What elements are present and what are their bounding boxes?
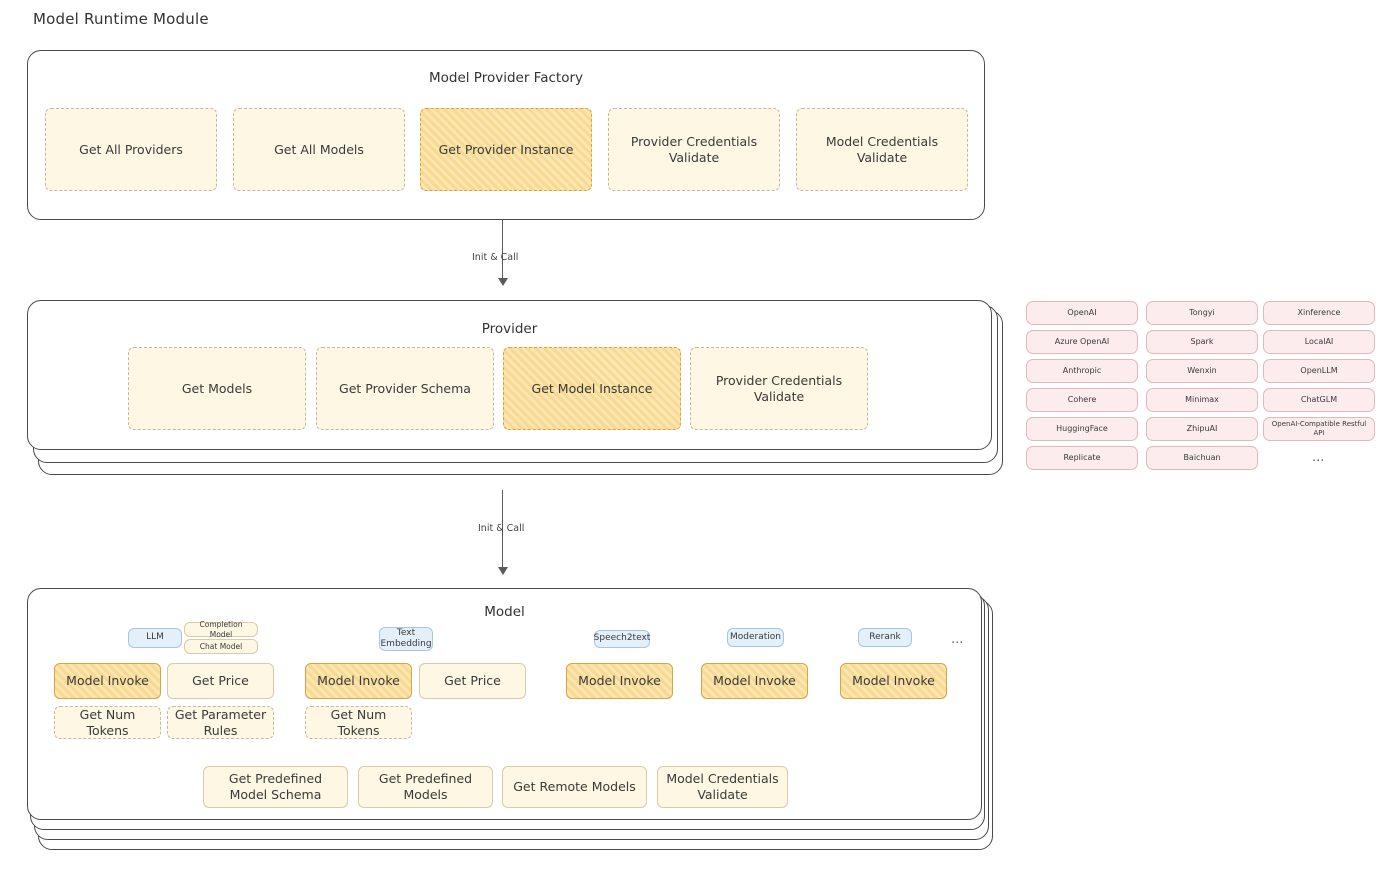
provider-chip-openai-compatible[interactable]: OpenAI-Compatible Restful API bbox=[1263, 417, 1375, 441]
model-shared-get-predefined-models[interactable]: Get Predefined Models bbox=[358, 766, 493, 808]
provider-chip-replicate[interactable]: Replicate bbox=[1026, 446, 1138, 470]
arrow-factory-to-provider-label: Init & Call bbox=[472, 252, 519, 263]
factory-node-provider-credentials-validate[interactable]: Provider Credentials Validate bbox=[608, 108, 780, 191]
model-type-rerank[interactable]: Rerank bbox=[858, 628, 912, 647]
model-method-rerank-model-invoke[interactable]: Model Invoke bbox=[840, 663, 947, 699]
factory-node-get-all-models[interactable]: Get All Models bbox=[233, 108, 405, 191]
provider-chip-wenxin[interactable]: Wenxin bbox=[1146, 359, 1258, 383]
model-type-moderation[interactable]: Moderation bbox=[727, 628, 784, 647]
model-method-embedding-get-num-tokens[interactable]: Get Num Tokens bbox=[305, 706, 412, 739]
model-shared-get-remote-models[interactable]: Get Remote Models bbox=[502, 766, 647, 808]
provider-chip-xinference[interactable]: Xinference bbox=[1263, 301, 1375, 325]
model-method-speech2text-model-invoke[interactable]: Model Invoke bbox=[566, 663, 673, 699]
arrow-factory-to-provider-head bbox=[498, 278, 508, 286]
model-method-llm-get-price[interactable]: Get Price bbox=[167, 663, 274, 699]
provider-node-get-models[interactable]: Get Models bbox=[128, 347, 306, 430]
provider-node-get-provider-schema[interactable]: Get Provider Schema bbox=[316, 347, 494, 430]
provider-chip-tongyi[interactable]: Tongyi bbox=[1146, 301, 1258, 325]
model-type-speech2text[interactable]: Speech2text bbox=[594, 630, 650, 648]
model-method-llm-get-parameter-rules[interactable]: Get Parameter Rules bbox=[167, 706, 274, 739]
provider-chip-localai[interactable]: LocalAI bbox=[1263, 330, 1375, 354]
provider-chip-minimax[interactable]: Minimax bbox=[1146, 388, 1258, 412]
model-provider-factory-title: Model Provider Factory bbox=[428, 70, 583, 86]
model-method-llm-get-num-tokens[interactable]: Get Num Tokens bbox=[54, 706, 161, 739]
factory-node-get-all-providers[interactable]: Get All Providers bbox=[45, 108, 217, 191]
provider-chip-huggingface[interactable]: HuggingFace bbox=[1026, 417, 1138, 441]
provider-chip-spark[interactable]: Spark bbox=[1146, 330, 1258, 354]
model-method-llm-model-invoke[interactable]: Model Invoke bbox=[54, 663, 161, 699]
model-types-ellipsis: ... bbox=[951, 632, 964, 647]
provider-node-provider-credentials-validate[interactable]: Provider Credentials Validate bbox=[690, 347, 868, 430]
provider-title: Provider bbox=[481, 321, 538, 337]
provider-chip-openllm[interactable]: OpenLLM bbox=[1263, 359, 1375, 383]
provider-chip-openai[interactable]: OpenAI bbox=[1026, 301, 1138, 325]
model-type-chat-model[interactable]: Chat Model bbox=[184, 639, 258, 654]
provider-node-get-model-instance[interactable]: Get Model Instance bbox=[503, 347, 681, 430]
model-type-llm[interactable]: LLM bbox=[128, 628, 182, 648]
model-title: Model bbox=[484, 604, 525, 620]
provider-chip-baichuan[interactable]: Baichuan bbox=[1146, 446, 1258, 470]
arrow-provider-to-model-label: Init & Call bbox=[478, 523, 525, 534]
factory-node-model-credentials-validate[interactable]: Model Credentials Validate bbox=[796, 108, 968, 191]
provider-chip-cohere[interactable]: Cohere bbox=[1026, 388, 1138, 412]
model-method-embedding-model-invoke[interactable]: Model Invoke bbox=[305, 663, 412, 699]
provider-chip-zhipuai[interactable]: ZhipuAI bbox=[1146, 417, 1258, 441]
model-method-embedding-get-price[interactable]: Get Price bbox=[419, 663, 526, 699]
model-shared-model-credentials-validate[interactable]: Model Credentials Validate bbox=[657, 766, 788, 808]
page-title: Model Runtime Module bbox=[33, 10, 209, 28]
provider-list-ellipsis: ... bbox=[1312, 450, 1325, 465]
model-type-completion-model[interactable]: Completion Model bbox=[184, 622, 258, 637]
provider-chip-anthropic[interactable]: Anthropic bbox=[1026, 359, 1138, 383]
model-method-moderation-model-invoke[interactable]: Model Invoke bbox=[701, 663, 808, 699]
model-type-text-embedding[interactable]: Text Embedding bbox=[380, 627, 432, 649]
arrow-factory-to-provider bbox=[502, 220, 503, 282]
provider-chip-chatglm[interactable]: ChatGLM bbox=[1263, 388, 1375, 412]
arrow-provider-to-model-head bbox=[498, 567, 508, 575]
provider-chip-azure-openai[interactable]: Azure OpenAI bbox=[1026, 330, 1138, 354]
factory-node-get-provider-instance[interactable]: Get Provider Instance bbox=[420, 108, 592, 191]
model-shared-get-predefined-model-schema[interactable]: Get Predefined Model Schema bbox=[203, 766, 348, 808]
